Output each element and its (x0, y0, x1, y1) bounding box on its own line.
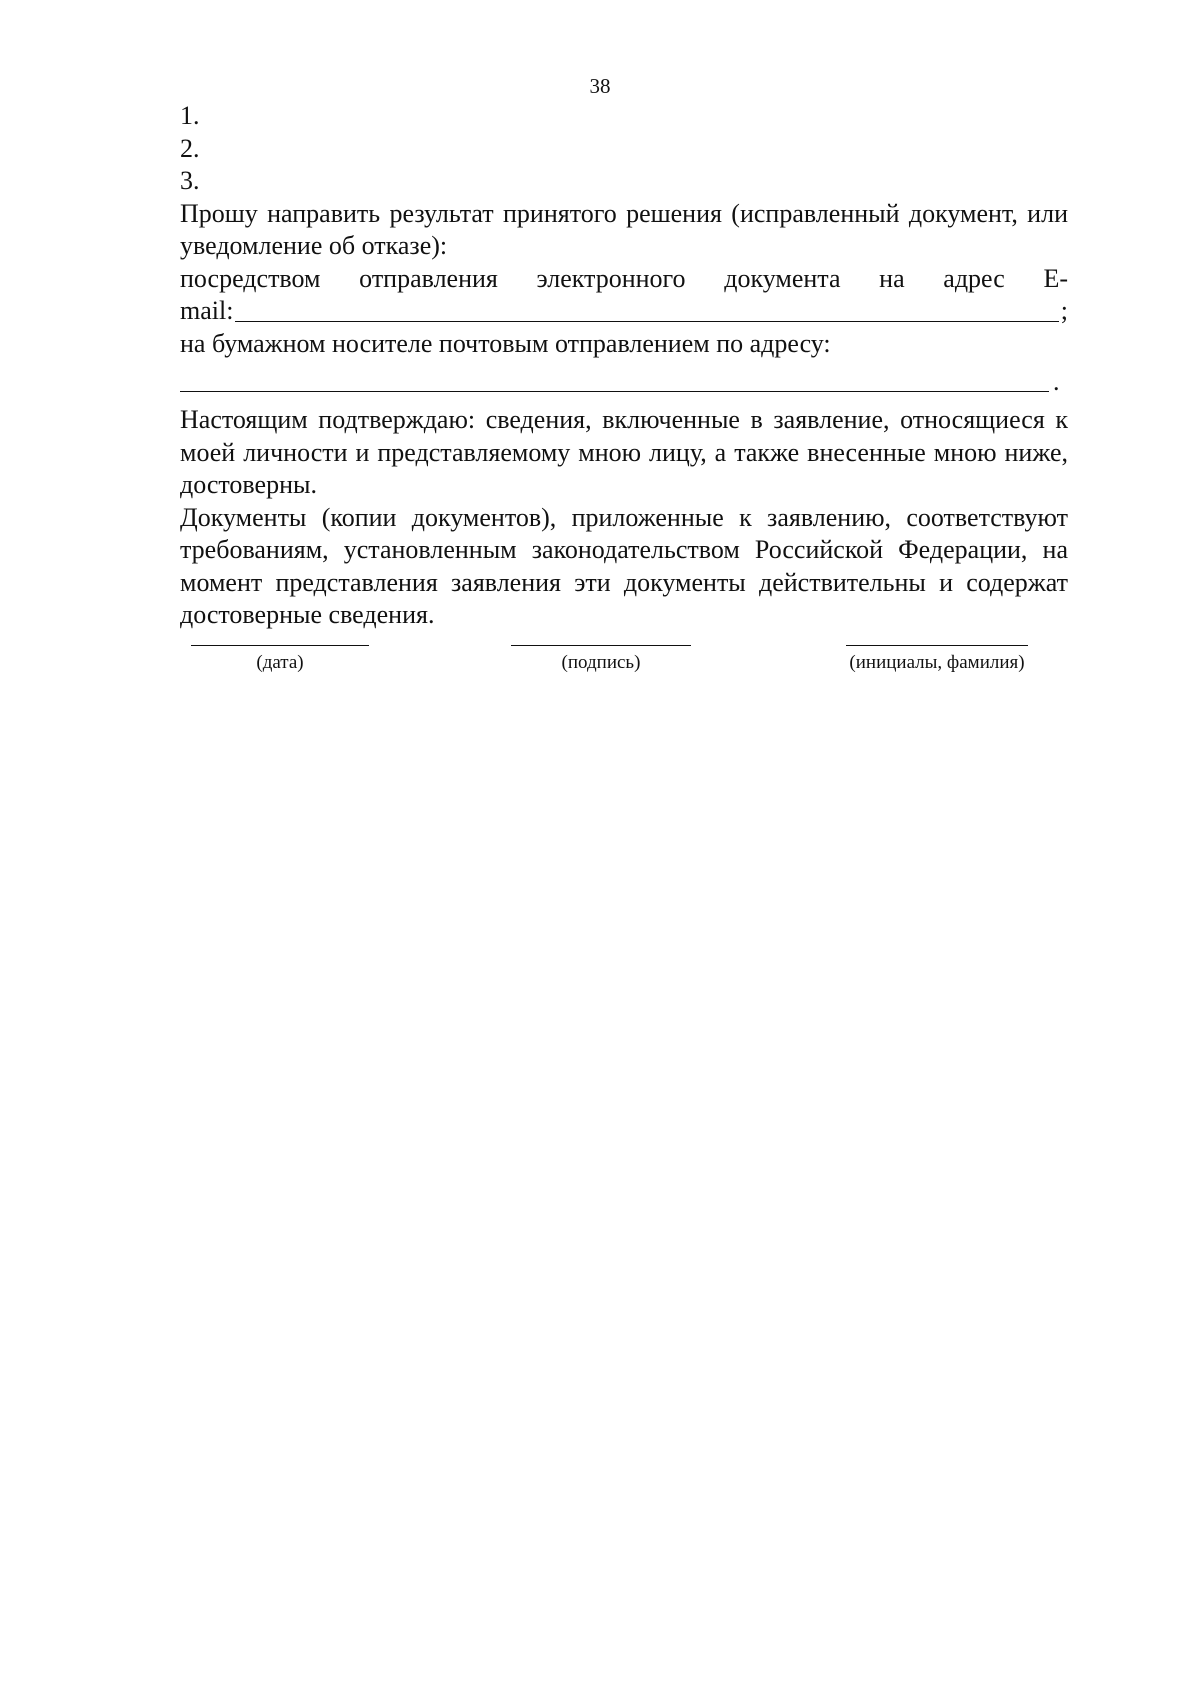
confirmation-paragraph: Настоящим подтверждаю: сведения, включенные в заявление, относящиеся к моей личности и представляемому мною лицу, а также внесенные мною ниже, достоверны. (180, 405, 1068, 499)
date-signature-field[interactable] (190, 645, 370, 674)
page-number: 38 (589, 74, 611, 98)
email-field-row (180, 295, 1068, 328)
request-paragraph: Прошу направить результат принятого решения (исправленный документ, или уведомление об отказе): (180, 198, 1068, 260)
address-end: . (1053, 366, 1060, 396)
document-body (180, 100, 1068, 632)
list-item: 2. (180, 133, 200, 163)
email-label: mail: (180, 296, 234, 325)
signature-line (511, 645, 691, 646)
address-field[interactable] (180, 369, 1049, 392)
date-line (191, 645, 369, 646)
documents-paragraph: Документы (копии документов), приложенные к заявлению, соответствуют требованиям, установленным законодательством Российской Федерации, на момент представления заявления эти документы действительны и содержат достоверные сведения. (180, 502, 1068, 629)
list-item: 1. (180, 101, 200, 130)
paper-option-text: на бумажном носителе почтовым отправлением по адресу: (180, 328, 831, 358)
email-field[interactable] (235, 299, 1058, 322)
date-caption: (дата) (256, 652, 304, 673)
name-caption: (инициалы, фамилия) (849, 652, 1025, 673)
signature-caption: (подпись) (561, 652, 641, 673)
email-end: ; (1060, 296, 1068, 325)
list-item: 3. (180, 166, 200, 195)
name-signature-field[interactable] (830, 645, 1044, 674)
address-field-row (180, 360, 1068, 398)
signature-field[interactable] (510, 645, 692, 674)
name-line (846, 645, 1028, 646)
email-option-text: посредством отправления электронного документа на адрес E- (180, 263, 1068, 293)
signature-block (0, 645, 1200, 695)
